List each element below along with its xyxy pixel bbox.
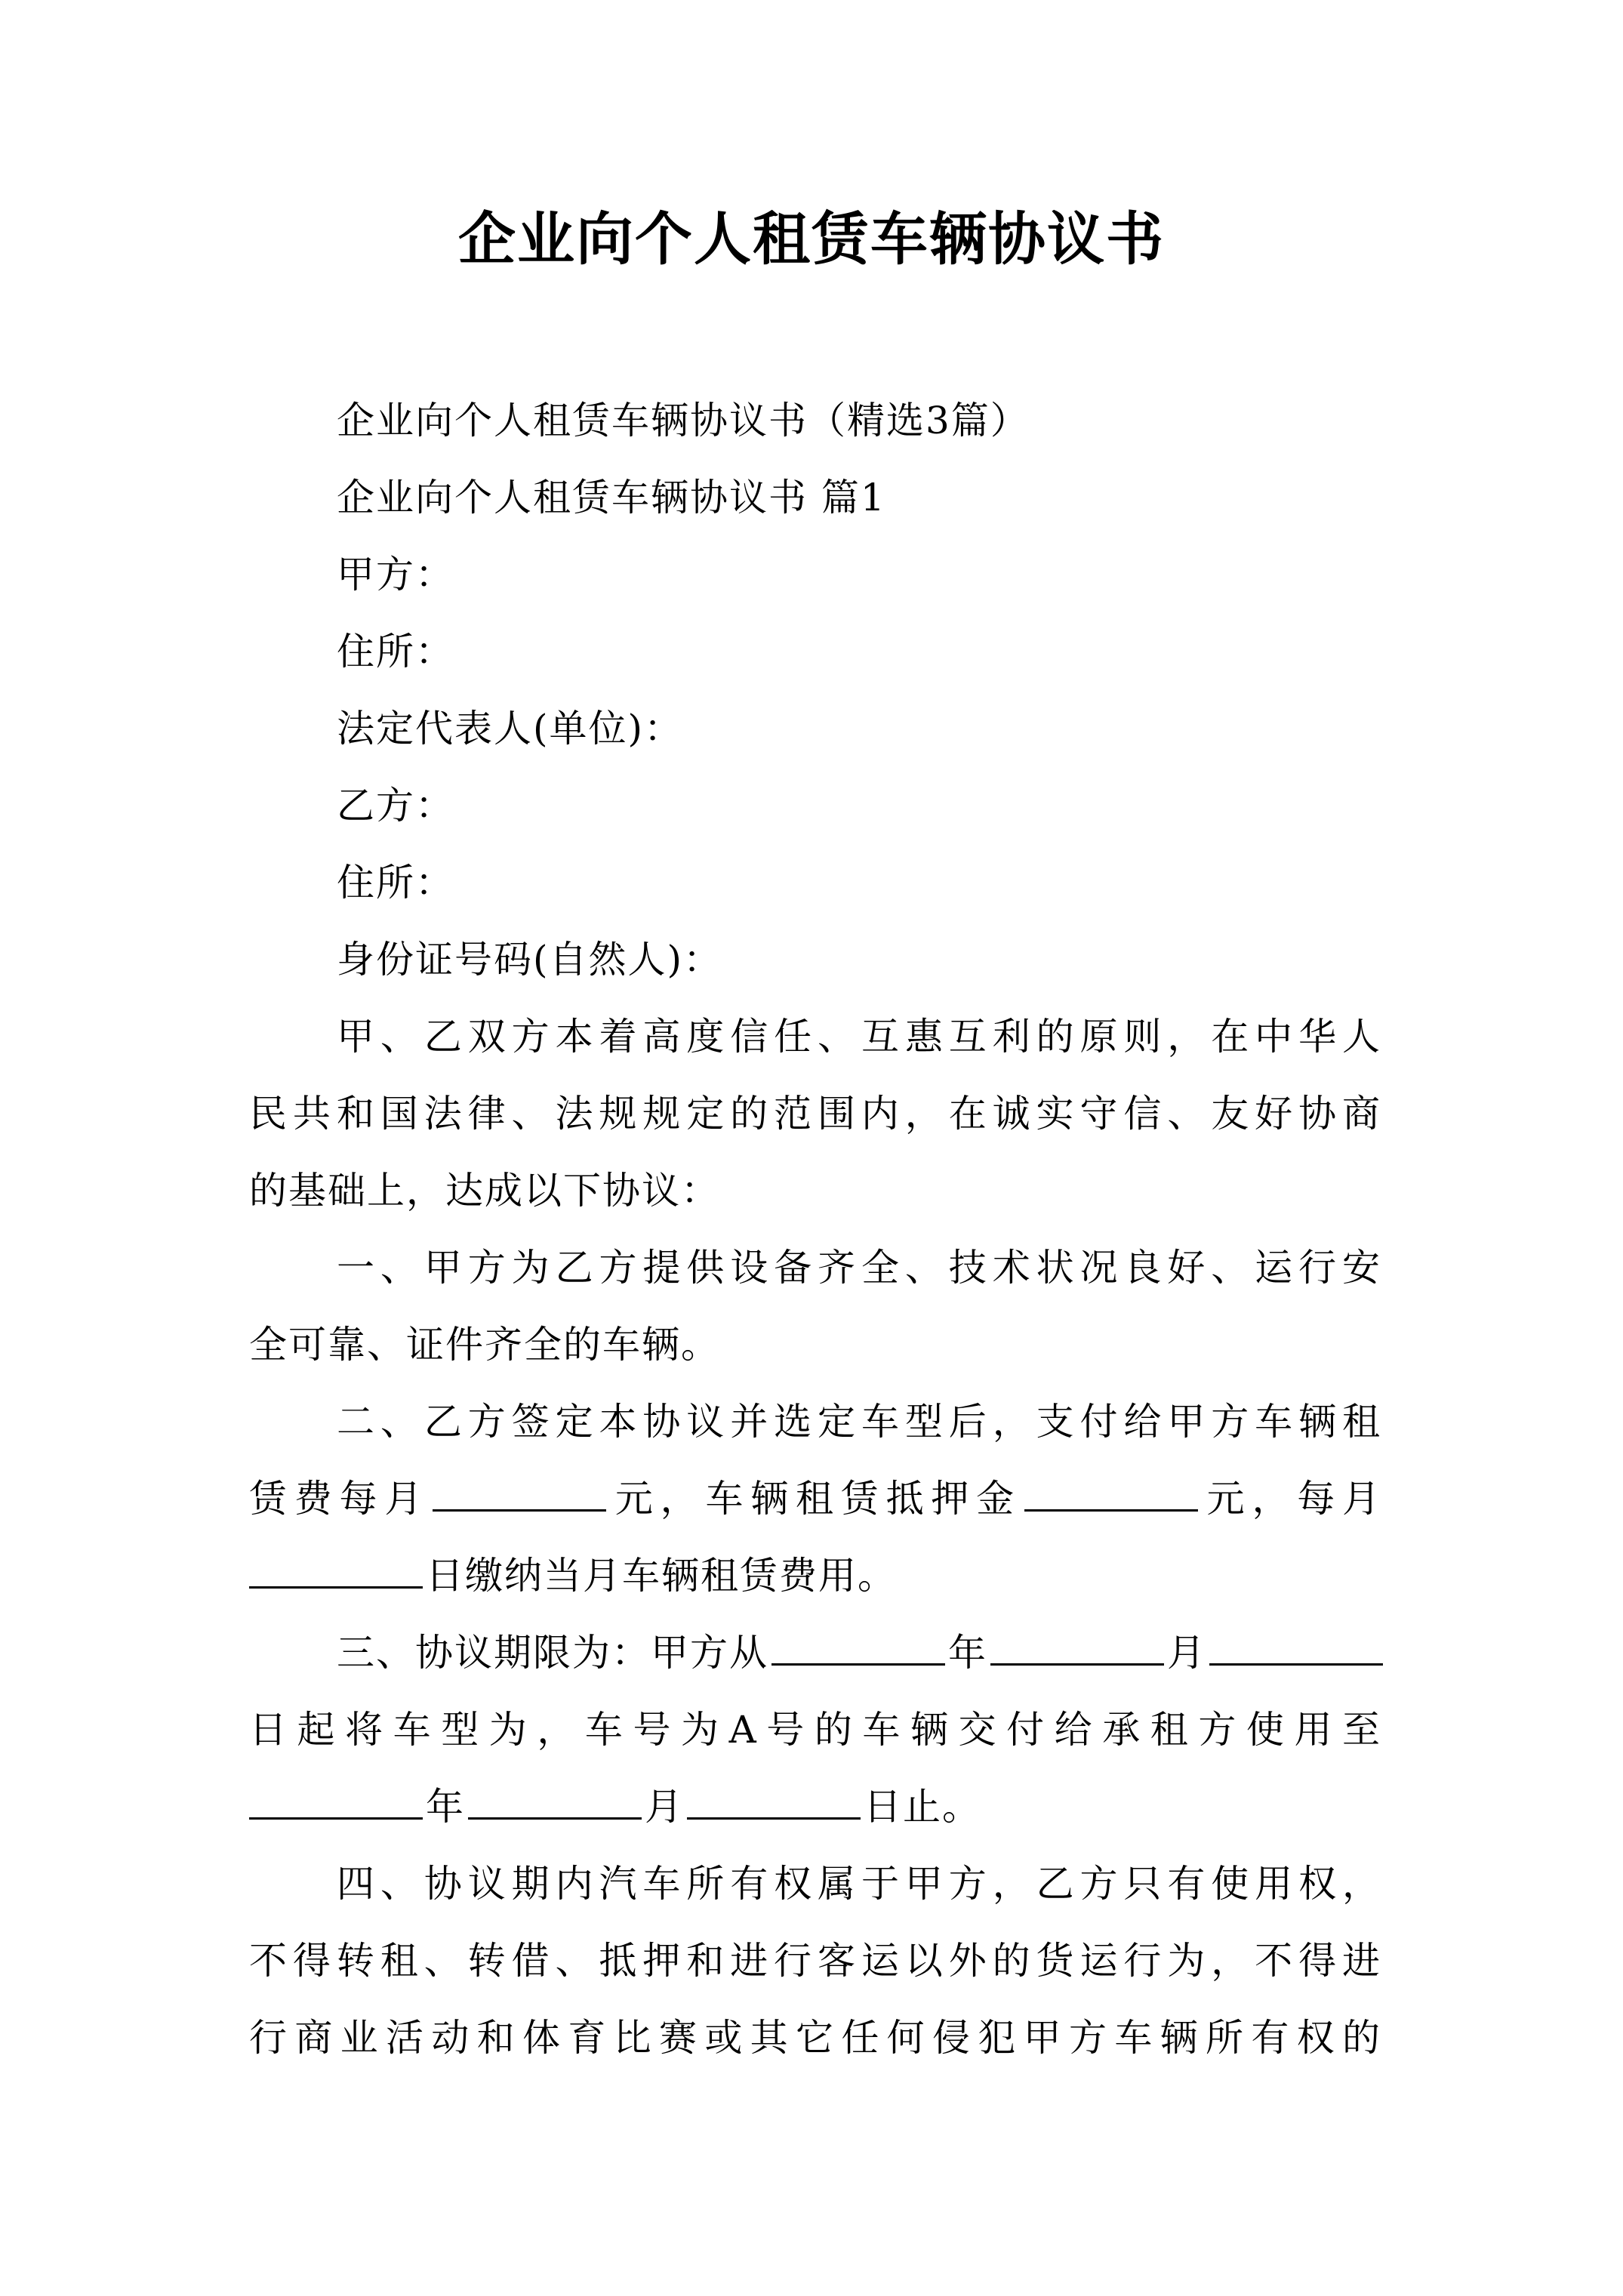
clause-2-line-1: 二、乙方签定本协议并选定车型后，支付给甲方车辆租: [337, 1400, 1381, 1444]
payment-day-blank: [249, 1544, 423, 1589]
end-day-blank: [687, 1775, 861, 1820]
legal-representative-label: 法定代表人(单位)：: [337, 707, 684, 750]
id-number-label: 身份证号码(自然人)：: [337, 938, 723, 982]
clause-3-line-3: [249, 1768, 1381, 1845]
clause-3-text-e: 月: [645, 1785, 684, 1829]
clause-3-text-f: 日止。: [864, 1785, 981, 1829]
end-year-blank: [249, 1775, 423, 1820]
chapter-heading: 企业向个人租赁车辆协议书 篇1: [337, 476, 886, 519]
clause-4-line-3: 行商业活动和体育比赛或其它任何侵犯甲方车辆所有权的: [249, 2016, 1381, 2060]
clause-3-text-d: 年: [426, 1785, 465, 1829]
clause-4-line-1: 四、协议期内汽车所有权属于甲方，乙方只有使用权，: [337, 1862, 1381, 1906]
document-body: [249, 382, 1381, 2076]
clause-intro-line-2: 民共和国法律、法规规定的范围内，在诚实守信、友好协商: [249, 1092, 1381, 1136]
clause-2-text-a: 赁费每月: [249, 1477, 430, 1521]
monthly-rent-blank: [433, 1467, 606, 1512]
subtitle-line: 企业向个人租赁车辆协议书（精选3篇）: [337, 399, 1030, 442]
document-title: 企业向个人租赁车辆协议书: [458, 205, 1165, 273]
party-b-address-label: 住所：: [337, 861, 454, 905]
clause-3-line-2: 日起将车型为，车号为A号的车辆交付给承租方使用至: [249, 1708, 1381, 1752]
start-month-blank: [990, 1621, 1164, 1666]
clause-3-line-1: [249, 1614, 1381, 1691]
end-month-blank: [468, 1775, 642, 1820]
clause-3-text-b: 年: [948, 1631, 987, 1675]
clause-2-text-b: 元，车辆租赁抵押金: [609, 1477, 1021, 1521]
start-year-blank: [771, 1621, 945, 1666]
clause-intro-line-1: 甲、乙双方本着高度信任、互惠互利的原则，在中华人: [337, 1015, 1381, 1059]
clause-1-line-1: 一、甲方为乙方提供设备齐全、技术状况良好、运行安: [337, 1246, 1381, 1290]
clause-1-line-2: 全可靠、证件齐全的车辆。: [249, 1323, 720, 1367]
clause-4-line-2: 不得转租、转借、抵押和进行客运以外的货运行为，不得进: [249, 1939, 1381, 1983]
clause-3-text-a: 三、协议期限为：甲方从: [337, 1631, 768, 1675]
party-b-label: 乙方：: [337, 784, 454, 827]
clause-3-text-c: 月: [1167, 1631, 1206, 1675]
clause-2-line-3: [249, 1537, 1381, 1614]
clause-2-text-d: 日缴纳当月车辆租赁费用。: [426, 1554, 897, 1598]
clause-intro-line-3: 的基础上，达成以下协议：: [249, 1169, 720, 1213]
clause-2-line-2: [249, 1460, 1381, 1537]
party-a-address-label: 住所：: [337, 630, 454, 673]
start-day-blank: [1209, 1621, 1383, 1666]
clause-2-text-c: 元，每月: [1200, 1477, 1382, 1521]
party-a-label: 甲方：: [337, 553, 454, 596]
deposit-blank: [1024, 1467, 1198, 1512]
